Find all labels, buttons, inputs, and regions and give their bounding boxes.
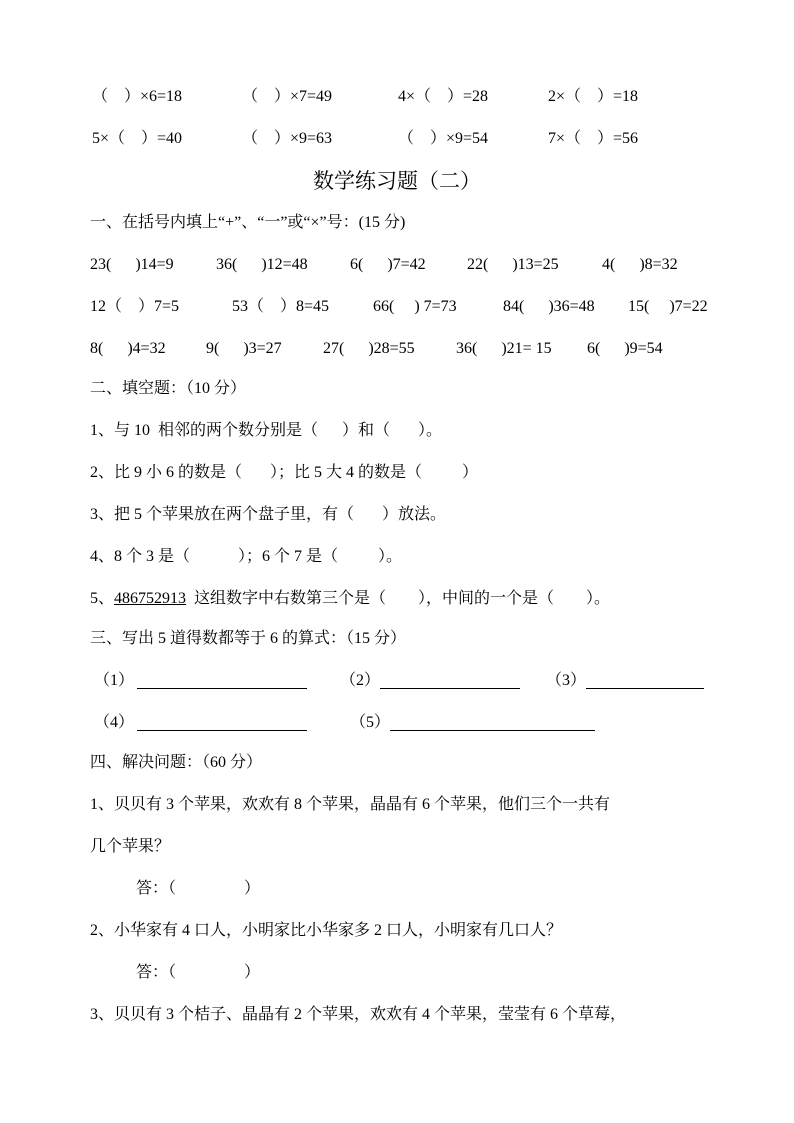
answer-line[interactable]	[137, 730, 307, 731]
operator-equation: 36( )21= 15	[456, 340, 552, 357]
worksheet-title: 数学练习题（二）	[313, 169, 481, 193]
answer-line[interactable]	[390, 730, 595, 731]
operator-equation: 4( )8=32	[602, 256, 678, 273]
operator-equation: 53（ ）8=45	[232, 298, 330, 315]
blank-label: （1）	[94, 672, 135, 689]
operator-equation: 22( )13=25	[467, 256, 559, 273]
top-equation: （ ）×9=54	[398, 130, 489, 147]
operator-equation: 6( )9=54	[587, 340, 663, 357]
blank-label: （3）	[546, 672, 587, 689]
top-equation: （ ）×9=63	[242, 130, 333, 147]
top-equation: （ ）×6=18	[92, 88, 183, 105]
top-equation: 2×（ ）=18	[548, 88, 639, 105]
operator-equation: 84( )36=48	[503, 298, 595, 315]
operator-equation: 66( ) 7=73	[373, 298, 457, 315]
blank-label: （2）	[340, 672, 381, 689]
top-equation: 4×（ ）=28	[398, 88, 489, 105]
operator-equation: 12（ ）7=5	[90, 298, 180, 315]
operator-equation: 8( )4=32	[90, 340, 166, 357]
digit-sequence: 486752913	[114, 590, 187, 607]
operator-equation: 36( )12=48	[216, 256, 308, 273]
operator-equation: 23( )14=9	[90, 256, 174, 273]
top-equation: 5×（ ）=40	[92, 130, 183, 147]
blank-label: （5）	[350, 714, 391, 731]
top-equation: （ ）×7=49	[242, 88, 333, 105]
operator-equation: 27( )28=55	[323, 340, 415, 357]
operator-equation: 6( )7=42	[350, 256, 426, 273]
top-equation: 7×（ ）=56	[548, 130, 639, 147]
operator-equation: 9( )3=27	[206, 340, 282, 357]
answer-line[interactable]	[380, 688, 520, 689]
operator-equation: 15( )7=22	[628, 298, 708, 315]
answer-line[interactable]	[137, 688, 307, 689]
answer-line[interactable]	[586, 688, 704, 689]
blank-label: （4）	[94, 714, 135, 731]
